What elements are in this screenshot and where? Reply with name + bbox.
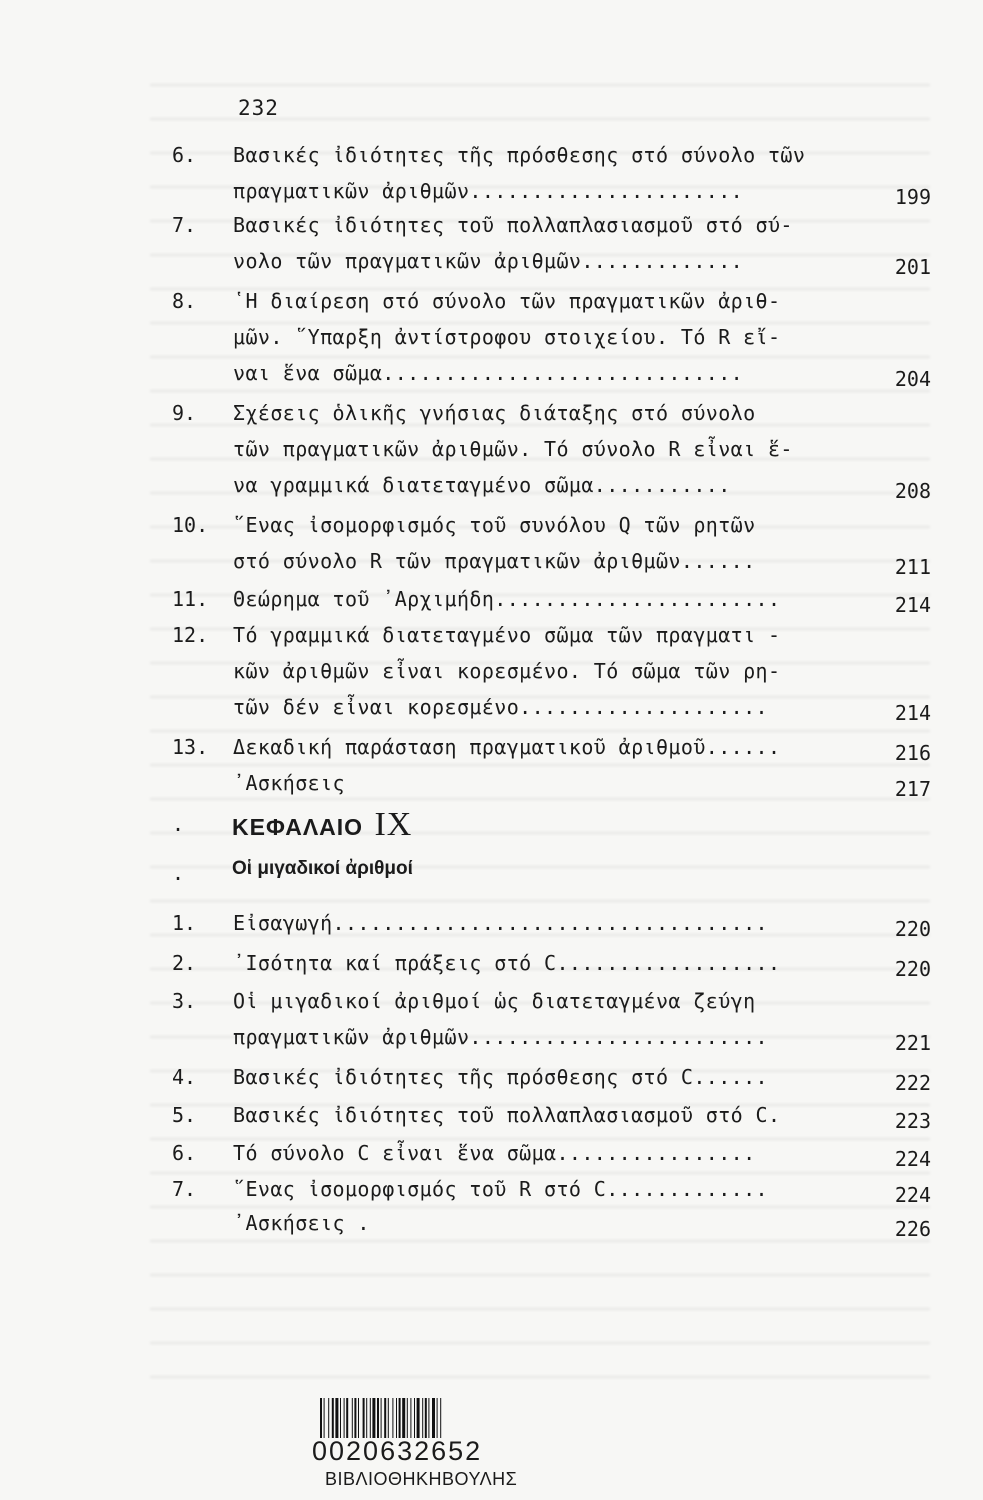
toc-entry-page: 226 (894, 1217, 931, 1241)
barcode-bar (428, 1398, 429, 1438)
barcode-bar (392, 1398, 393, 1438)
toc-entry-number: 13. (172, 735, 209, 759)
chapter-title: Οἱ μιγαδικοί ἀριθμοί (232, 858, 413, 879)
barcode-bar (370, 1398, 371, 1438)
toc-entry-page: 217 (894, 777, 931, 801)
toc-entry-number: 7. (172, 1177, 197, 1201)
toc-entry-line: Τό γραμμικά διατεταγμένο σῶμα τῶν πραγματι - (233, 623, 781, 647)
toc-entry-number: 6. (172, 1141, 197, 1165)
toc-entry-number: 12. (172, 623, 209, 647)
barcode-bar (352, 1398, 353, 1438)
barcode-bar (346, 1398, 348, 1438)
barcode-bar (399, 1398, 401, 1438)
barcode-bar (324, 1398, 325, 1438)
toc-entry-line: ῞Ενας ἰσομορφισμός τοῦ συνόλου Q τῶν ρητῶν (233, 513, 756, 537)
toc-entry-line: ῞Ενας ἰσομορφισμός τοῦ R στό C............. (233, 1177, 768, 1201)
toc-entry-page: 221 (894, 1031, 931, 1055)
toc-entry-number: 1. (172, 911, 197, 935)
barcode-bar (358, 1398, 359, 1438)
library-name: ΒΙΒΛΙΟΘΗΚΗΒΟΥΛΗΣ (325, 1469, 518, 1489)
barcode-bar (335, 1398, 338, 1438)
toc-entry-number: 10. (172, 513, 209, 537)
toc-entry-line: να γραμμικά διατεταγμένο σῶμα........... (233, 473, 731, 497)
toc-entry-line: Βασικές ἰδιότητες τῆς πρόσθεσης στό C...... (233, 1065, 768, 1089)
toc-entry-page: 201 (894, 255, 931, 279)
barcode-bar (344, 1398, 345, 1438)
toc-entry-number: 3. (172, 989, 197, 1013)
barcode-bar (332, 1398, 334, 1438)
toc-entry-line: ᾽Ασκήσεις (233, 771, 345, 795)
barcode-bar (425, 1398, 427, 1438)
toc-entry-number: 6. (172, 143, 197, 167)
toc-entry-page: 208 (894, 479, 931, 503)
toc-entry-line: τῶν δέν εἶναι κορεσμένο.................... (233, 695, 768, 719)
toc-entry-page: 199 (894, 185, 931, 209)
barcode-bar (384, 1398, 386, 1438)
toc-entry-page: 222 (894, 1071, 931, 1095)
toc-entry-line: μῶν. ῞Υπαρξη ἀντίστροφου στοιχείου. Τό R εἴ- (233, 325, 781, 349)
barcode-bar (437, 1398, 438, 1438)
toc-entry-line: νολο τῶν πραγματικῶν ἀριθμῶν............. (233, 249, 744, 273)
page-number: 232 (238, 96, 279, 120)
toc-entry-line: κῶν ἀριθμῶν εἶναι κορεσμένο. Τό σῶμα τῶν ρη- (233, 659, 781, 683)
toc-entry-line: τῶν πραγματικῶν ἀριθμῶν. Τό σύνολο R εἶναι ἕ- (233, 437, 793, 461)
barcode-bar (320, 1398, 322, 1438)
toc-entry-line: Θεώρημα τοῦ ᾽Αρχιμήδη....................... (233, 587, 781, 611)
barcode-bar (396, 1398, 397, 1438)
toc-entry-line: ᾽Ισότητα καί πράξεις στό C.................. (233, 951, 781, 975)
toc-entry-line: Βασικές ἰδιότητες τῆς πρόσθεσης στό σύνολο τῶν (233, 143, 806, 167)
barcode-bar (388, 1398, 389, 1438)
toc-entry-line: Δεκαδική παράσταση πραγματικοῦ ἀριθμοῦ...... (233, 735, 781, 759)
barcode-bar (377, 1398, 379, 1438)
toc-entry-line: Βασικές ἰδιότητες τοῦ πολλαπλασιασμοῦ στό σύ- (233, 213, 793, 237)
barcode-bar (432, 1398, 435, 1438)
toc-entry-page: 220 (894, 917, 931, 941)
barcode-bar (366, 1398, 367, 1438)
toc-entry-page: 224 (894, 1147, 931, 1171)
toc-entry-line: Σχέσεις ὁλικῆς γνήσιας διάταξης στό σύνολο (233, 401, 756, 425)
toc-entry-page: 204 (894, 367, 931, 391)
toc-entry-line: ᾽Ασκήσεις . (233, 1211, 370, 1235)
barcode-number: 0020632652 (312, 1436, 483, 1466)
barcode (318, 1398, 534, 1438)
barcode-bar (417, 1398, 420, 1438)
toc-entry-line: στό σύνολο R τῶν πραγματικῶν ἀριθμῶν...... (233, 549, 756, 573)
toc-entry-page: 214 (894, 593, 931, 617)
toc-entry-line: Τό σύνολο C εἶναι ἕνα σῶμα................ (233, 1141, 756, 1165)
toc-entry-page: 220 (894, 957, 931, 981)
barcode-bar (363, 1398, 365, 1438)
barcode-bar (414, 1398, 415, 1438)
barcode-bar (381, 1398, 382, 1438)
barcode-bar (402, 1398, 405, 1438)
chapter-marker: . (172, 812, 185, 836)
toc-entry-line: πραγματικῶν ἀριθμῶν...................... (233, 179, 744, 203)
toc-entry-line: ῾Η διαίρεση στό σύνολο τῶν πραγματικῶν ἀριθ- (233, 289, 781, 313)
barcode-bar (354, 1398, 356, 1438)
toc-entry-page: 216 (894, 741, 931, 765)
toc-entry-line: Οἱ μιγαδικοί ἀριθμοί ὡς διατεταγμένα ζεύγη (233, 989, 756, 1013)
barcode-bar (422, 1398, 423, 1438)
barcode-bar (372, 1398, 375, 1438)
toc-entry-line: Βασικές ἰδιότητες τοῦ πολλαπλασιασμοῦ στό C. (233, 1103, 781, 1127)
barcode-bar (440, 1398, 441, 1438)
barcode-bar (407, 1398, 408, 1438)
toc-entry-line: πραγματικῶν ἀριθμῶν........................ (233, 1025, 768, 1049)
toc-entry-number: 4. (172, 1065, 197, 1089)
toc-entry-number: 5. (172, 1103, 197, 1127)
toc-entry-line: ναι ἕνα σῶμα............................. (233, 361, 744, 385)
toc-entry-number: 11. (172, 587, 209, 611)
toc-entry-number: 7. (172, 213, 197, 237)
toc-entry-number: 9. (172, 401, 197, 425)
chapter-heading-word: ΚΕΦΑΛΑΙΟ (232, 814, 364, 840)
barcode-bar (410, 1398, 411, 1438)
toc-entry-page: 224 (894, 1183, 931, 1207)
toc-entry-number: 8. (172, 289, 197, 313)
chapter-heading (232, 806, 412, 844)
toc-entry-line: Εἰσαγωγή................................... (233, 911, 768, 935)
toc-entry-page: 223 (894, 1109, 931, 1133)
chapter-title-marker: . (172, 861, 185, 885)
chapter-roman-numeral: IX (374, 806, 413, 843)
toc-entry-page: 211 (894, 555, 931, 579)
toc-entry-number: 2. (172, 951, 197, 975)
barcode-bar (328, 1398, 329, 1438)
barcode-bar (340, 1398, 341, 1438)
toc-entry-page: 214 (894, 701, 931, 725)
